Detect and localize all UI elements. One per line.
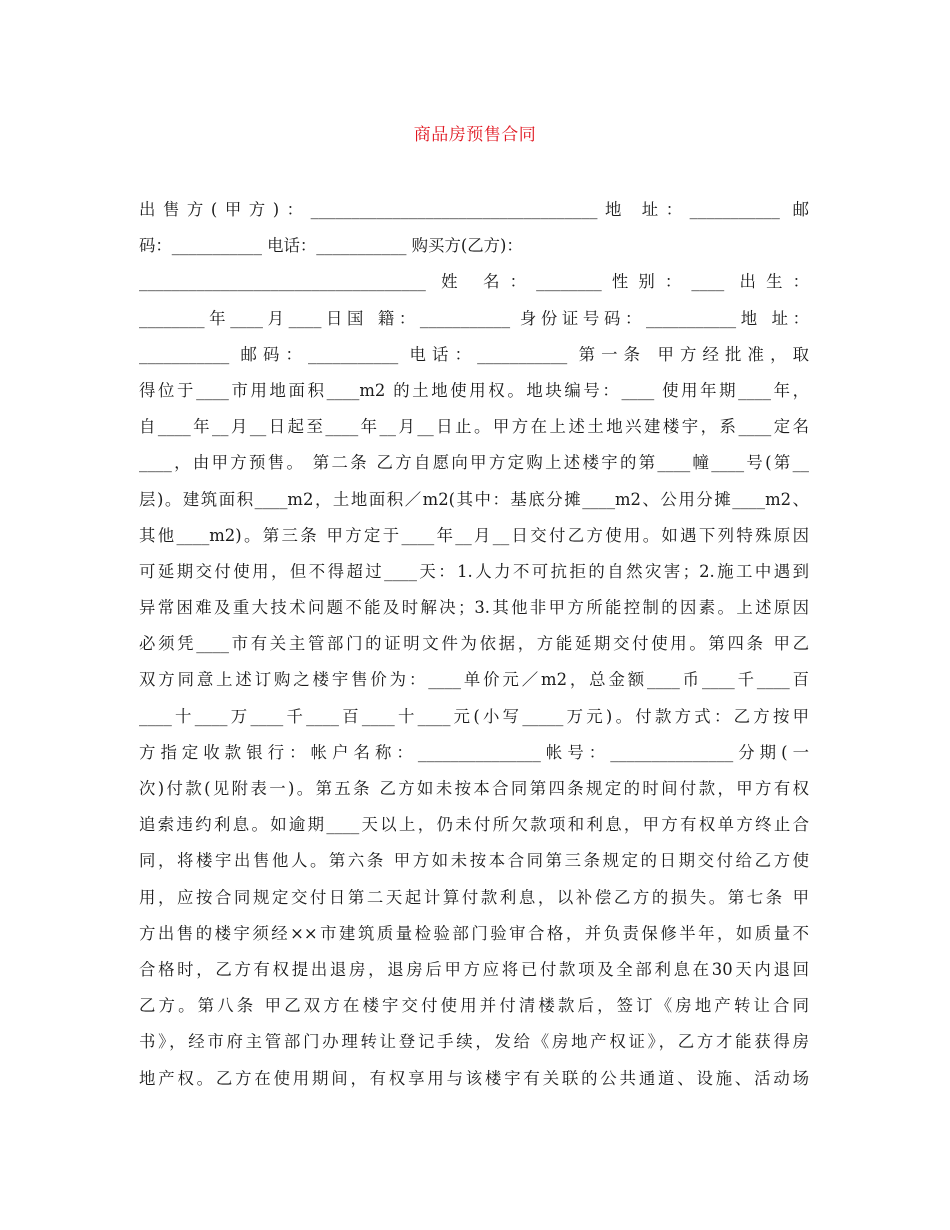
- contract-body: [139, 192, 809, 1097]
- body-line: 追索违约利息。如逾期____天以上，仍未付所欠款项和利息，甲方有权单方终止合: [139, 815, 809, 835]
- body-line: 书》，经市府主管部门办理转让登记手续，发给《房地产权证》，乙方才能获得房: [139, 1032, 809, 1052]
- body-line: 出售方(甲方)：___________________________________地 址：___________ 邮: [139, 200, 809, 219]
- body-line: 码：___________ 电话：___________ 购买方(乙方)：: [139, 236, 523, 256]
- body-line: 异常困难及重大技术问题不能及时解决；3.其他非甲方所能控制的因素。上述原因: [139, 598, 809, 618]
- document-title: 商品房预售合同: [413, 125, 537, 145]
- body-line: 方出售的楼宇须经××市建筑质量检验部门验审合格，并负责保修半年，如质量不: [139, 923, 809, 943]
- body-line: ________年____月____日国 籍：___________ 身份证号码：___________地 址：: [139, 308, 809, 328]
- body-line: 方指定收款银行：帐户名称：_______________帐号：_______________分期(一: [139, 742, 809, 762]
- body-line: 用，应按合同规定交付日第二天起计算付款利息，以补偿乙方的损失。第七条 甲: [139, 887, 809, 907]
- body-line: 双方同意上述订购之楼宇售价为：____单价元／m2，总金额____币____千____百: [139, 670, 809, 690]
- body-line: 必须凭____市有关主管部门的证明文件为依据，方能延期交付使用。第四条 甲乙: [139, 634, 809, 654]
- body-line: ____，由甲方预售。 第二条 乙方自愿向甲方定购上述楼宇的第____幢____号(第__: [139, 453, 809, 473]
- body-line: ____十____万____千____百____十____元(小写_____万元)。付款方式：乙方按甲: [139, 706, 809, 726]
- body-line: 合格时，乙方有权提出退房，退房后甲方应将已付款项及全部利息在30天内退回: [139, 959, 809, 979]
- body-line: 地产权。乙方在使用期间，有权享用与该楼宇有关联的公共通道、设施、活动场: [139, 1068, 809, 1088]
- body-line: ___________________________________ 姓 名：________性别：____ 出生：: [139, 272, 809, 292]
- body-line: 得位于____市用地面积____m2 的土地使用权。地块编号：____ 使用年期____年，: [139, 380, 809, 400]
- body-line: 同，将楼宇出售他人。第六条 甲方如未按本合同第三条规定的日期交付给乙方使: [139, 851, 809, 871]
- body-line: 自____年__月__日起至____年__月__日止。甲方在上述土地兴建楼宇，系____定名: [139, 417, 809, 437]
- body-line: 可延期交付使用，但不得超过____天：1.人力不可抗拒的自然灾害；2.施工中遇到: [139, 561, 809, 581]
- body-line: 乙方。第八条 甲乙双方在楼宇交付使用并付清楼款后，签订《房地产转让合同: [139, 996, 809, 1016]
- body-line: 层)。建筑面积____m2，土地面积／m2(其中：基底分摊____m2、公用分摊____m2、: [139, 489, 809, 509]
- body-line: 次)付款(见附表一)。第五条 乙方如未按本合同第四条规定的时间付款，甲方有权: [139, 779, 809, 798]
- body-line: 其他____m2)。第三条 甲方定于____年__月__日交付乙方使用。如遇下列特殊原因: [139, 525, 809, 545]
- body-line: ___________ 邮码：___________ 电话：___________ 第一条 甲方经批准，取: [139, 344, 809, 364]
